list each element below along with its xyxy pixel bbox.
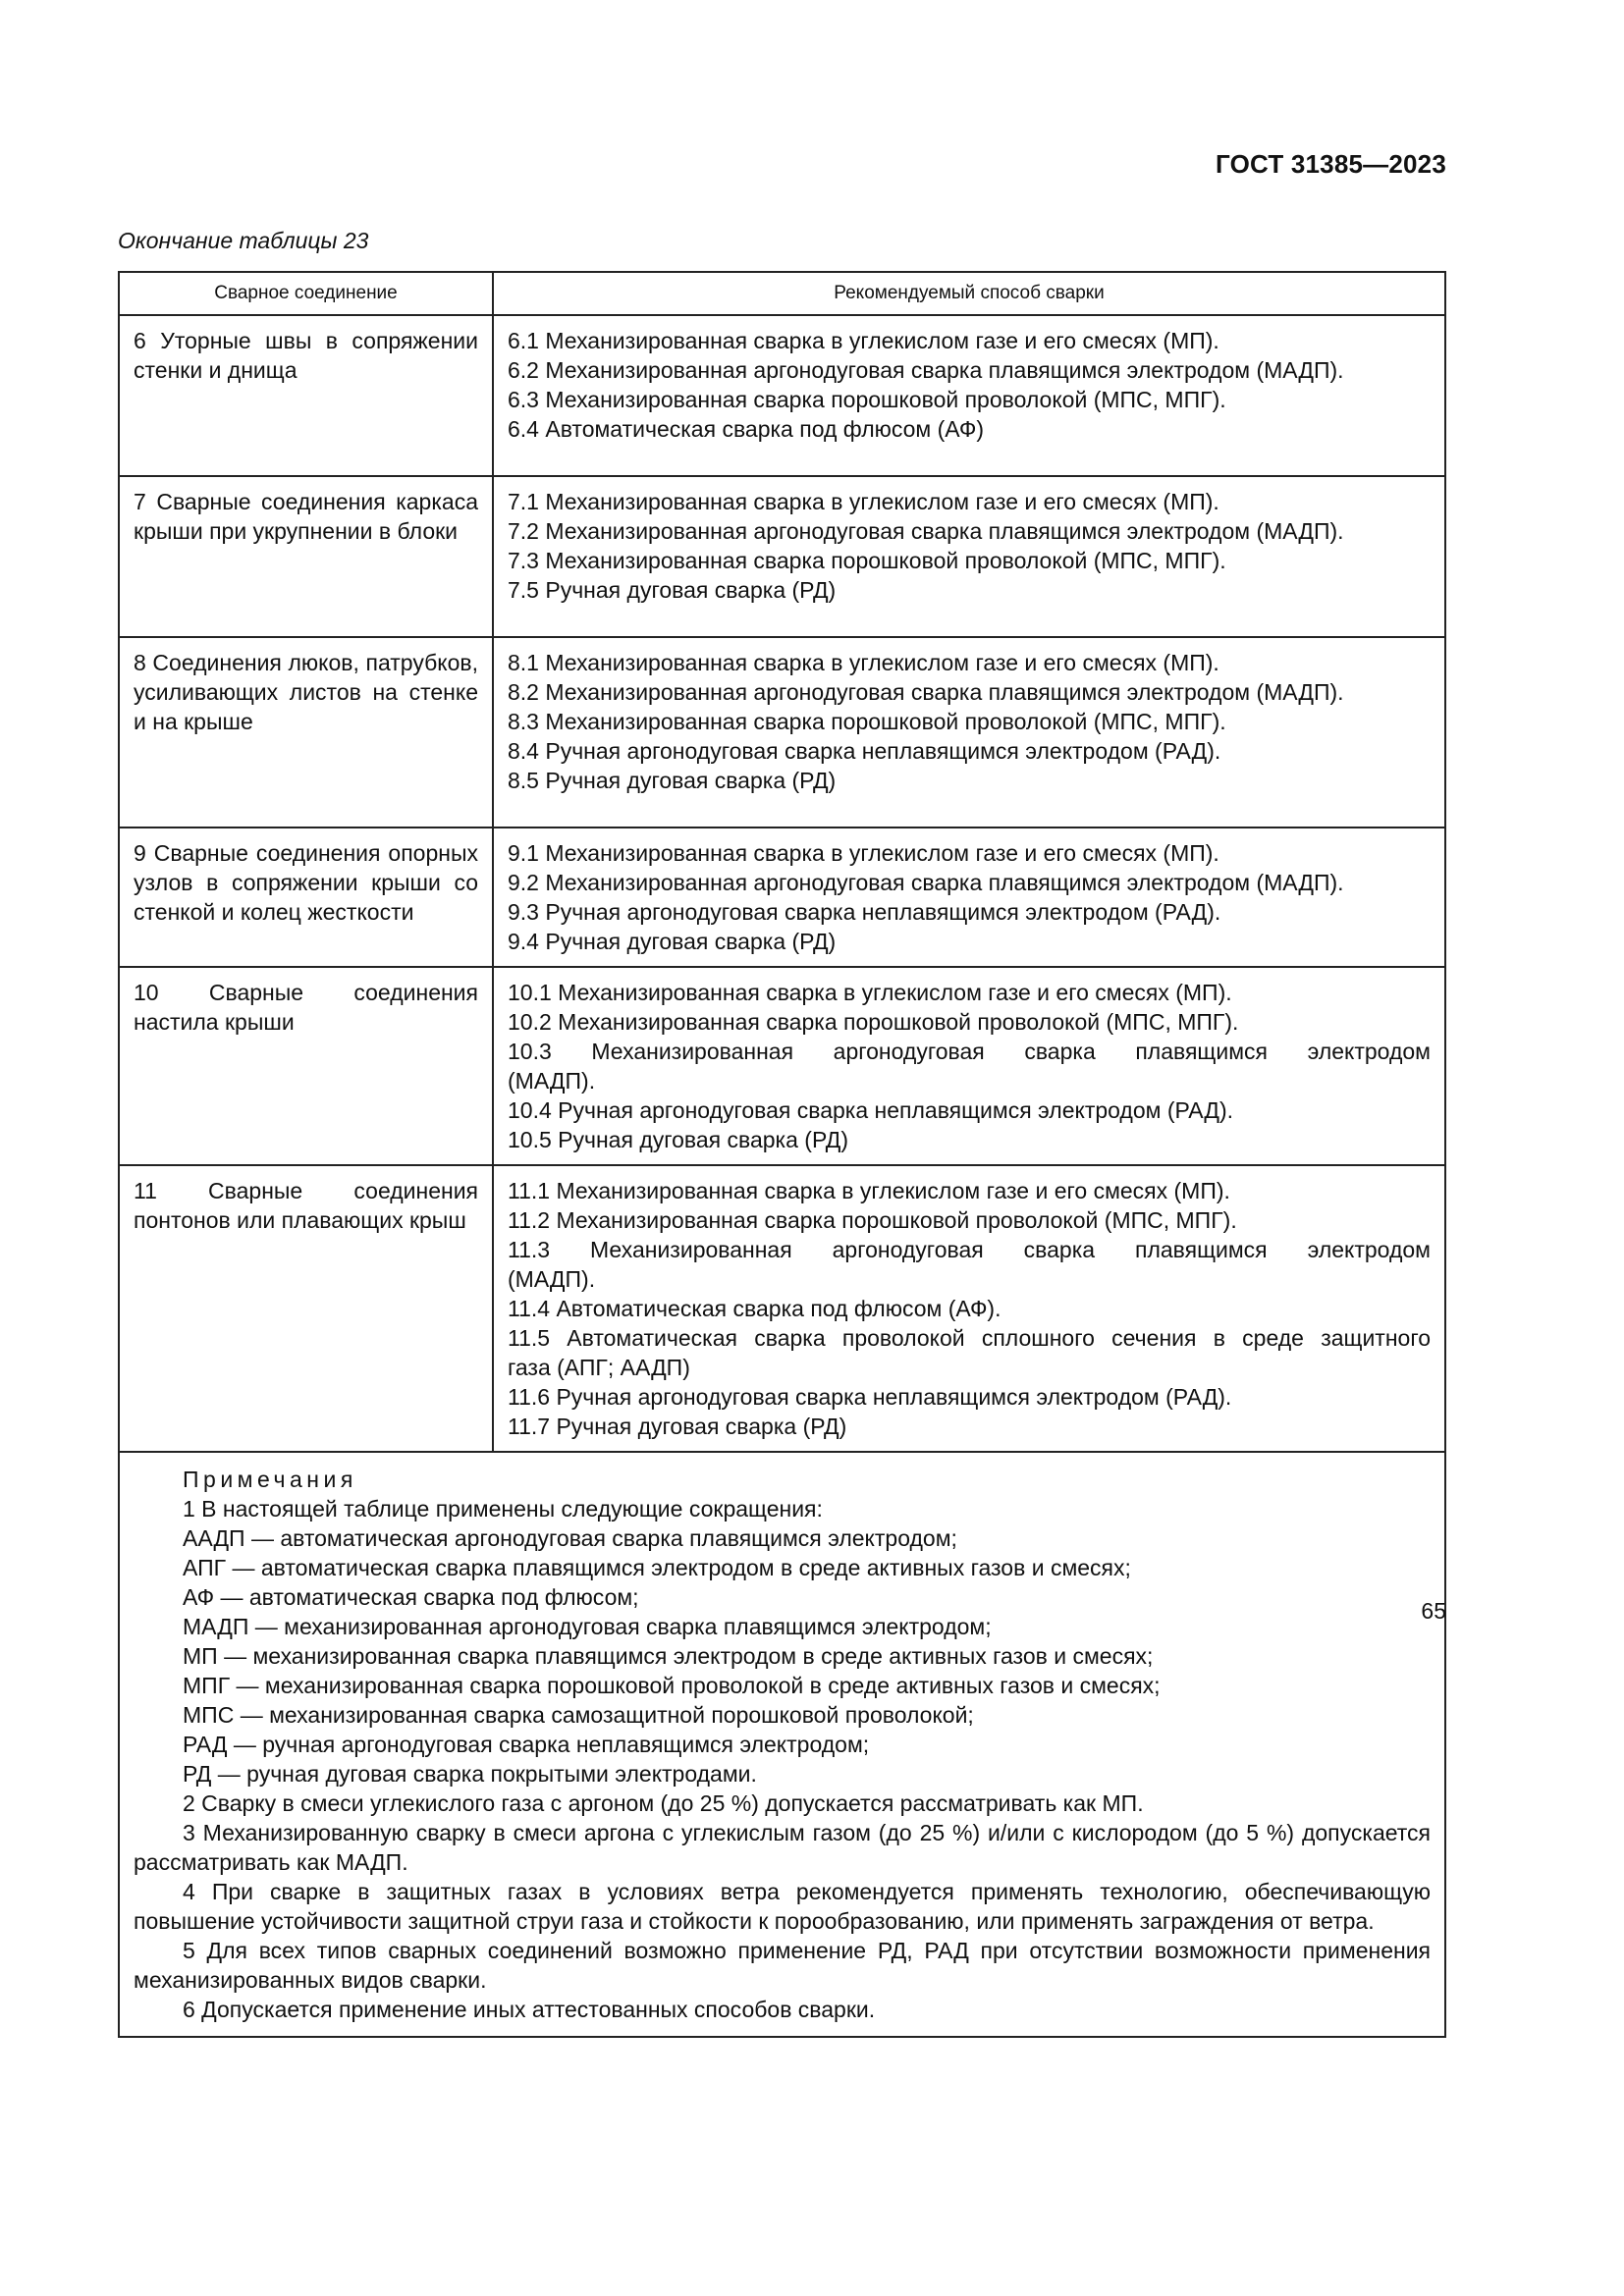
method-line: 10.4 Ручная аргонодуговая сварка неплавящимся электродом (РАД).	[508, 1097, 1234, 1123]
joint-cell: 6 Уторные швы в сопряжении стенки и днища	[119, 315, 493, 476]
note-line: МП — механизированная сварка плавящимся электродом в среде активных газов и смесях;	[183, 1643, 1154, 1669]
table-row	[119, 476, 1445, 637]
note-line: АПГ — автоматическая сварка плавящимся электродом в среде активных газов и смесях;	[183, 1555, 1131, 1580]
document-id: ГОСТ 31385—2023	[1216, 149, 1446, 179]
table-row	[119, 637, 1445, 828]
method-line: (МАДП).	[508, 1068, 596, 1094]
methods-cell	[493, 476, 1445, 637]
note-line: АФ — автоматическая сварка под флюсом;	[183, 1584, 639, 1610]
table-row	[119, 828, 1445, 967]
method-line: 11.4 Автоматическая сварка под флюсом (АФ).	[508, 1296, 1001, 1321]
method-line: газа (АПГ; ААДП)	[508, 1355, 690, 1380]
table-row	[119, 315, 1445, 476]
joint-cell: 8 Соединения люков, патрубков, усиливающих листов на стенке и на крыше	[119, 637, 493, 828]
note-line: РД — ручная дуговая сварка покрытыми электродами.	[183, 1761, 757, 1787]
note-line: ААДП — автоматическая аргонодуговая сварка плавящимся электродом;	[183, 1525, 957, 1551]
notes-cell	[119, 1452, 1445, 2037]
note-paragraph: 6 Допускается применение иных аттестованных способов сварки.	[183, 1997, 876, 2022]
table-row	[119, 967, 1445, 1165]
method-line: 8.3 Механизированная сварка порошковой проволокой (МПС, МПГ).	[508, 709, 1226, 734]
method-line: 8.5 Ручная дуговая сварка (РД)	[508, 768, 837, 793]
table-header-row	[119, 272, 1445, 315]
method-line: 11.7 Ручная дуговая сварка (РД)	[508, 1414, 847, 1439]
note-line: МПГ — механизированная сварка порошковой проволокой в среде активных газов и смесях;	[183, 1673, 1161, 1698]
method-line: 8.2 Механизированная аргонодуговая сварка плавящимся электродом (МАДП).	[508, 679, 1344, 705]
method-line: 6.2 Механизированная аргонодуговая сварка плавящимся электродом (МАДП).	[508, 357, 1344, 383]
method-line: (МАДП).	[508, 1266, 596, 1292]
method-line: 7.2 Механизированная аргонодуговая сварка плавящимся электродом (МАДП).	[508, 518, 1344, 544]
method-line: 9.1 Механизированная сварка в углекислом газе и его смесях (МП).	[508, 840, 1219, 866]
method-line: 6.1 Механизированная сварка в углекислом газе и его смесях (МП).	[508, 328, 1219, 353]
method-line: 9.2 Механизированная аргонодуговая сварка плавящимся электродом (МАДП).	[508, 870, 1344, 895]
method-line: 7.5 Ручная дуговая сварка (РД)	[508, 577, 837, 603]
notes-title: Примечания	[183, 1467, 357, 1492]
note-paragraph: 2 Сварку в смеси углекислого газа с аргоном (до 25 %) допускается рассматривать как МП.	[183, 1790, 1144, 1816]
method-line: 6.3 Механизированная сварка порошковой проволокой (МПС, МПГ).	[508, 387, 1226, 412]
welding-methods-table	[118, 271, 1446, 2038]
note-line: МАДП — механизированная аргонодуговая сварка плавящимся электродом;	[183, 1614, 992, 1639]
methods-cell	[493, 967, 1445, 1165]
table-caption: Окончание таблицы 23	[118, 228, 369, 253]
methods-cell	[493, 637, 1445, 828]
note-paragraph: 5 Для всех типов сварных соединений возможно применение РД, РАД при отсутствии возможности применения механизированных видов сварки.	[134, 1938, 1431, 1993]
method-line: 8.4 Ручная аргонодуговая сварка неплавящимся электродом (РАД).	[508, 738, 1221, 764]
method-line: 6.4 Автоматическая сварка под флюсом (АФ)	[508, 416, 985, 442]
joint-cell: 10 Сварные соединения настила крыши	[119, 967, 493, 1165]
method-line: 10.1 Механизированная сварка в углекислом газе и его смесях (МП).	[508, 980, 1232, 1005]
method-line: 10.2 Механизированная сварка порошковой проволокой (МПС, МПГ).	[508, 1009, 1239, 1035]
notes-row	[119, 1452, 1445, 2037]
method-line: 9.3 Ручная аргонодуговая сварка неплавящимся электродом (РАД).	[508, 899, 1221, 925]
table-row	[119, 1165, 1445, 1452]
methods-cell	[493, 315, 1445, 476]
method-line: 11.1 Механизированная сварка в углекислом газе и его смесях (МП).	[508, 1178, 1230, 1203]
methods-cell	[493, 1165, 1445, 1452]
method-line: 9.4 Ручная дуговая сварка (РД)	[508, 929, 837, 954]
method-line: 7.1 Механизированная сварка в углекислом газе и его смесях (МП).	[508, 489, 1219, 514]
note-paragraph: 3 Механизированную сварку в смеси аргона с углекислым газом (до 25 %) и/или с кислородом (до 5 %) допускается рассматривать как МАДП.	[134, 1820, 1431, 1875]
joint-cell: 9 Сварные соединения опорных узлов в сопряжении крыши со стенкой и колец жесткости	[119, 828, 493, 967]
method-line: 11.2 Механизированная сварка порошковой проволокой (МПС, МПГ).	[508, 1207, 1237, 1233]
method-line: 8.1 Механизированная сварка в углекислом газе и его смесях (МП).	[508, 650, 1219, 675]
column-header-method: Рекомендуемый способ сварки	[493, 272, 1445, 315]
method-line: 10.5 Ручная дуговая сварка (РД)	[508, 1127, 848, 1152]
column-header-joint: Сварное соединение	[119, 272, 493, 315]
method-line: 11.5 Автоматическая сварка проволокой сплошного сечения в среде защитного	[508, 1325, 1431, 1351]
joint-cell: 11 Сварные соединения понтонов или плавающих крыш	[119, 1165, 493, 1452]
method-line: 11.3 Механизированная аргонодуговая сварка плавящимся электродом	[508, 1237, 1431, 1262]
method-line: 7.3 Механизированная сварка порошковой проволокой (МПС, МПГ).	[508, 548, 1226, 573]
joint-cell: 7 Сварные соединения каркаса крыши при укрупнении в блоки	[119, 476, 493, 637]
note-line: 1 В настоящей таблице применены следующие сокращения:	[183, 1496, 823, 1522]
note-paragraph: 4 При сварке в защитных газах в условиях ветра рекомендуется применять технологию, обеспечивающую повышение устойчивости защитной струи газа и стойкости к порообразованию, или применять заграждения от ветра.	[134, 1879, 1431, 1934]
note-line: МПС — механизированная сварка самозащитной порошковой проволокой;	[183, 1702, 974, 1728]
method-line: 10.3 Механизированная аргонодуговая сварка плавящимся электродом	[508, 1039, 1431, 1064]
page-number: 65	[1421, 1598, 1446, 1624]
note-line: РАД — ручная аргонодуговая сварка неплавящимся электродом;	[183, 1732, 870, 1757]
method-line: 11.6 Ручная аргонодуговая сварка неплавящимся электродом (РАД).	[508, 1384, 1232, 1410]
methods-cell	[493, 828, 1445, 967]
